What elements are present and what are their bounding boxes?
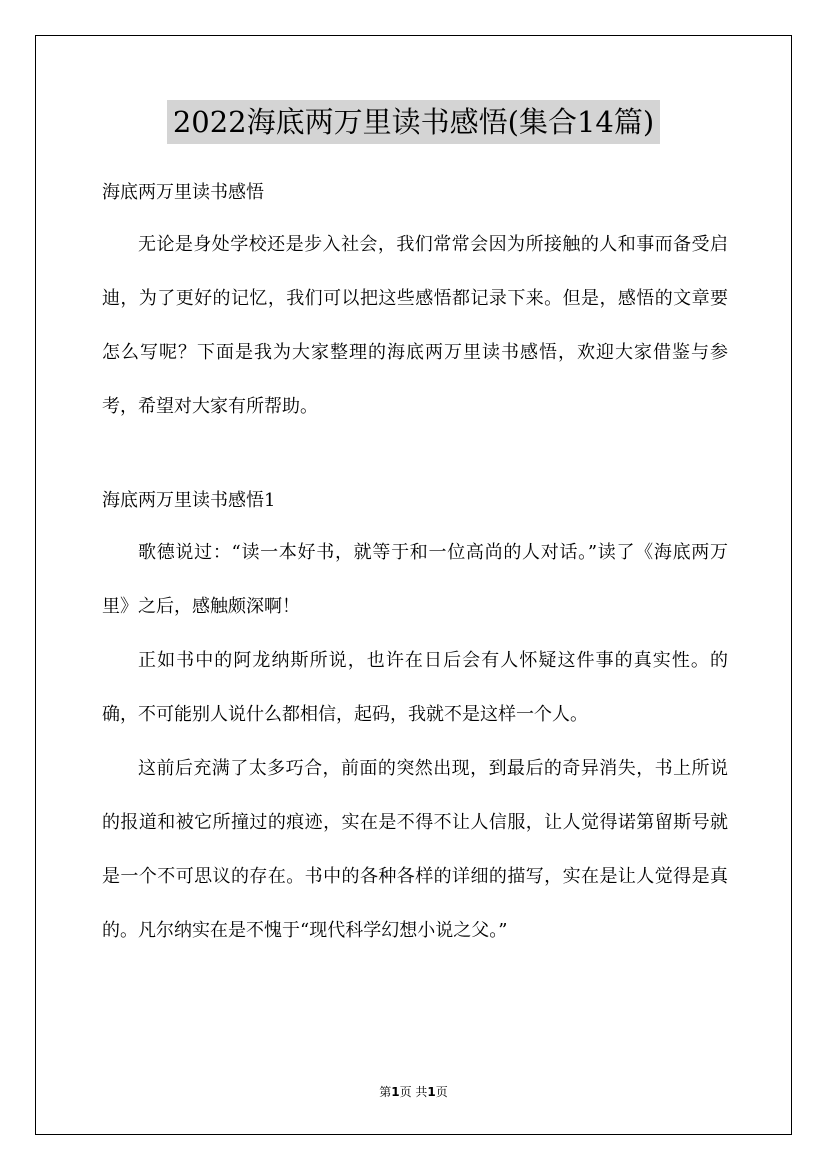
- document-title: 2022海底两万里读书感悟(集合14篇): [167, 100, 660, 144]
- intro-heading: 海底两万里读书感悟: [102, 182, 264, 203]
- footer-page-number: 1: [391, 1085, 400, 1099]
- section1-heading: 海底两万里读书感悟1: [102, 490, 276, 511]
- body-paragraph-2: 正如书中的阿龙纳斯所说，也许在日后会有人怀疑这件事的真实性。的确，不可能别人说什么都相信，起码，我就不是这样一个人。: [102, 650, 728, 725]
- footer-mid: 页 共: [399, 1085, 428, 1099]
- title-container: [0, 100, 827, 144]
- page-footer: [0, 1083, 827, 1100]
- intro-paragraph: 无论是身处学校还是步入社会，我们常常会因为所接触的人和事而备受启迪，为了更好的记忆，我们可以把这些感悟都记录下来。但是，感悟的文章要怎么写呢？下面是我为大家整理的海底两万里读书感悟，欢迎大家借鉴与参考，希望对大家有所帮助。: [102, 234, 728, 417]
- footer-prefix: 第: [379, 1085, 392, 1099]
- footer-total-pages: 1: [427, 1085, 436, 1099]
- body-paragraph-1: 歌德说过：“读一本好书，就等于和一位高尚的人对话。”读了《海底两万里》之后，感触颇深啊！: [102, 542, 728, 617]
- body-paragraph-3: 这前后充满了太多巧合，前面的突然出现，到最后的奇异消失，书上所说的报道和被它所撞过的痕迹，实在是不得不让人信服，让人觉得诺第留斯号就是一个不可思议的存在。书中的各种各样的详细的描写，实在是让人觉得是真的。凡尔纳实在是不愧于“现代科学幻想小说之父。”: [102, 758, 728, 941]
- document-body: [102, 168, 728, 958]
- footer-suffix: 页: [435, 1085, 448, 1099]
- section-spacer: [102, 434, 728, 476]
